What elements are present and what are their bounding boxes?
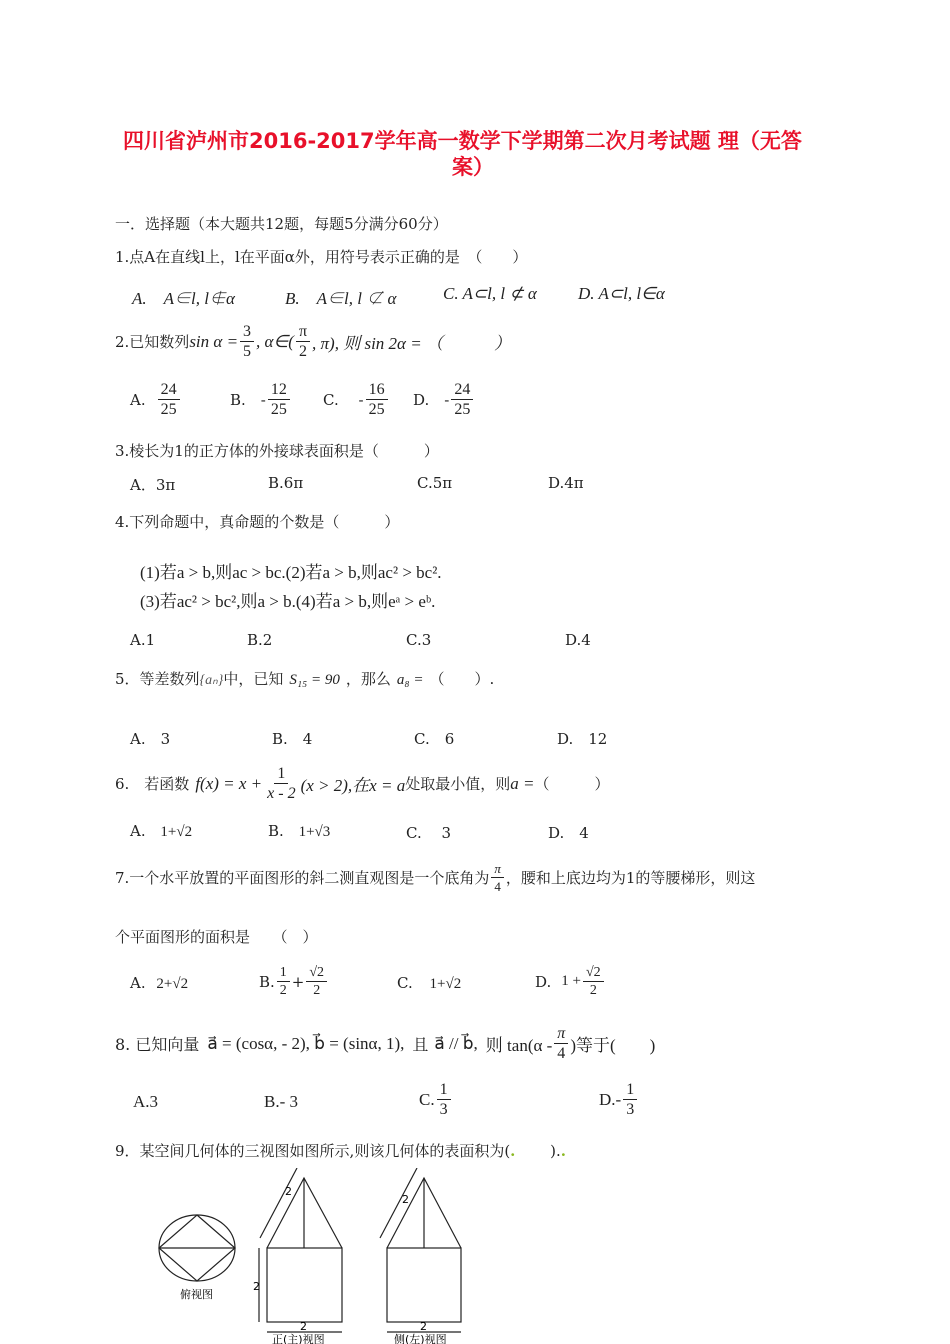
q6-frac-num: 1 xyxy=(274,764,288,784)
q4-option-b: B.2 xyxy=(247,631,273,649)
front-height-dim: 2 xyxy=(253,1280,260,1293)
q1-option-c: C. A⊂l, l ⊄ α xyxy=(443,284,537,303)
q8-mid: 且 xyxy=(412,1035,429,1054)
q2-a-label: A. xyxy=(130,390,146,409)
q2-c-num: 16 xyxy=(366,380,388,400)
q7-b-label: B. xyxy=(259,972,275,991)
q5-option-a: A. 3 xyxy=(130,730,171,748)
q6-b-value: 1+√3 xyxy=(298,824,331,840)
q8-stem xyxy=(115,1024,655,1063)
q7-option-d xyxy=(535,964,606,999)
q2-frac2-num: π xyxy=(296,322,310,342)
q3-option-a: A．3π xyxy=(130,476,176,494)
q8-d-num: 1 xyxy=(623,1080,637,1100)
q2-b-frac xyxy=(268,380,290,419)
q8-c-num: 1 xyxy=(437,1080,451,1100)
q2-a-frac xyxy=(158,380,180,419)
front-slant-dim: 2 xyxy=(285,1185,292,1198)
q5-suffix: （ ）. xyxy=(429,670,495,688)
page-title-line2: 案） xyxy=(452,155,494,179)
q7-frac-num: π xyxy=(491,860,504,878)
q6-option-d: D. 4 xyxy=(548,824,589,842)
q8-option-c xyxy=(419,1080,453,1119)
q8-parallel: a⃗ // b⃗, xyxy=(434,1033,478,1053)
q8-then: 则 tan(α - xyxy=(485,1036,553,1055)
q8-frac-num: π xyxy=(554,1024,568,1044)
q8-d-frac xyxy=(623,1080,637,1119)
q8-c-den: 3 xyxy=(439,1101,448,1118)
q2-prefix: 2.已知数列 xyxy=(115,333,190,351)
q2-b-den: 25 xyxy=(270,401,287,418)
q4-line1: (1)若a > b,则ac > bc.(2)若a > b,则ac² > bc². xyxy=(140,563,442,582)
top-view-label: 俯视图 xyxy=(180,1288,213,1301)
q6-suffix: 处取最小值，则 xyxy=(405,775,511,793)
q2-c-frac xyxy=(366,380,388,419)
q5-prefix: 5．等差数列 xyxy=(115,670,200,688)
q2-c-den: 25 xyxy=(368,401,385,418)
side-view xyxy=(380,1168,461,1332)
q7-a-value: 2+√2 xyxy=(156,976,189,992)
q2-option-c xyxy=(323,380,390,419)
q2-b-label: B. - xyxy=(230,391,266,409)
q2-frac-pi-2 xyxy=(296,322,310,361)
q4-option-d: D.4 xyxy=(565,631,591,649)
q1-option-b: B. A∈l, l ⊄ α xyxy=(285,289,397,308)
q7-stem1: 7.一个水平放置的平面图形的斜二测直观图是一个底角为 xyxy=(115,869,490,887)
front-view-label: 正(主)视图 xyxy=(272,1333,325,1344)
q8-option-d xyxy=(599,1080,639,1119)
q6-frac-den: x - 2 xyxy=(267,785,296,802)
q7-c-value: 1+√2 xyxy=(429,976,462,992)
front-view xyxy=(259,1168,342,1332)
q2-mid: , α∈( xyxy=(256,331,294,351)
q6-stem xyxy=(115,764,609,803)
q5-option-d: D. 12 xyxy=(557,730,608,748)
q7-stem-line2: 个平面图形的面积是 （ ） xyxy=(115,928,318,946)
q7-b-den1: 2 xyxy=(279,983,287,998)
side-slant-dim: 2 xyxy=(402,1193,409,1206)
q2-frac-3-5 xyxy=(240,322,254,361)
q8-option-a: A.3 xyxy=(133,1092,159,1111)
q6-prefix: 6. 若函数 xyxy=(115,775,190,793)
q7-b-frac2 xyxy=(306,964,327,999)
q2-option-b xyxy=(230,380,292,419)
q7-stem-line1 xyxy=(115,860,755,895)
q7-b-den2: 2 xyxy=(313,983,321,998)
q8-frac xyxy=(554,1024,568,1063)
q9-stem xyxy=(115,1140,566,1161)
q2-frac-den: 5 xyxy=(243,343,252,360)
q5-seq: {aₙ} xyxy=(199,673,224,688)
q8-option-b: B.- 3 xyxy=(264,1092,298,1111)
q6-frac xyxy=(264,764,298,803)
q2-option-a xyxy=(130,380,182,419)
side-view-label: 侧(左)视图 xyxy=(394,1333,447,1344)
q7-b-plus: + xyxy=(291,972,305,991)
q3-stem: 3.棱长为1的正方体的外接球表面积是（ ） xyxy=(115,442,439,460)
q5-option-b: B. 4 xyxy=(272,730,313,748)
q4-line2: (3)若ac² > bc²,则a > b.(4)若a > b,则eᵃ > eᵇ. xyxy=(140,592,436,611)
q7-c-label: C. xyxy=(397,974,413,992)
q9-stem-text: 9．某空间几何体的三视图如图所示,则该几何体的表面积为( xyxy=(115,1142,511,1160)
q8-prefix: 8. 已知向量 xyxy=(115,1035,200,1054)
q4-stem: 4.下列命题中，真命题的个数是（ ） xyxy=(115,513,400,531)
q8-c-label: C. xyxy=(419,1089,435,1109)
side-width-dim: 2 xyxy=(420,1320,427,1333)
q8-frac-den: 4 xyxy=(557,1045,566,1062)
q7-d-den: 2 xyxy=(589,983,597,998)
q5-mid2: ，那么 xyxy=(345,670,391,688)
q9-dot: . xyxy=(510,1142,516,1160)
q6-fx: f(x) = x + xyxy=(195,773,263,793)
q2-stem xyxy=(115,322,511,361)
q2-a-den: 25 xyxy=(160,401,177,418)
q9-dot-2: . xyxy=(560,1142,567,1160)
q2-sin: sin α = xyxy=(189,331,239,351)
q8-d-den: 3 xyxy=(626,1101,635,1118)
q2-b-num: 12 xyxy=(268,380,290,400)
q7-frac xyxy=(491,860,504,895)
q3-option-d: D.4π xyxy=(548,474,584,492)
q8-c-frac xyxy=(437,1080,451,1119)
section-header: 一．选择题（本大题共12题，每题5分满分60分） xyxy=(115,215,448,233)
q1-option-a: A. A∈l, l∉α xyxy=(132,289,235,308)
q6-aeq: a = xyxy=(510,773,535,793)
q7-d-plus: 1 + xyxy=(561,973,581,989)
q7-d-label: D. xyxy=(535,972,552,991)
q7-a-label: A. xyxy=(130,974,146,992)
q7-option-a xyxy=(130,974,188,993)
q7-frac-den: 4 xyxy=(494,879,501,894)
q5-mid1: 中，已知 xyxy=(223,670,284,688)
q2-d-label: D. - xyxy=(413,391,450,409)
q4-option-a: A.1 xyxy=(130,631,156,649)
q2-option-d xyxy=(413,380,475,419)
q2-frac2-den: 2 xyxy=(298,343,307,360)
q6-cond: (x > 2),在x = a xyxy=(300,776,406,795)
three-views-figure xyxy=(150,1168,480,1344)
q7-d-num: √2 xyxy=(583,964,604,982)
front-width-dim: 2 xyxy=(300,1320,307,1333)
q8-vectors: a⃗ = (cosα, - 2), b⃗ = (sinα, 1), xyxy=(207,1033,405,1053)
q5-option-c: C. 6 xyxy=(414,730,455,748)
q7-option-c xyxy=(397,974,461,993)
q7-d-frac xyxy=(583,964,604,999)
q7-option-b xyxy=(259,964,329,999)
q5-stem xyxy=(115,668,494,689)
q2-c-label: C. - xyxy=(323,391,364,409)
q7-b-num1: 1 xyxy=(277,964,290,982)
q6-option-b xyxy=(268,822,330,841)
q4-option-c: C.3 xyxy=(406,631,432,649)
q2-a-num: 24 xyxy=(158,380,180,400)
q2-d-den: 25 xyxy=(454,401,471,418)
q5-a8: a₈ = xyxy=(396,672,424,688)
q2-suffix: , π), 则 sin 2α = （ ） xyxy=(312,334,511,353)
q2-d-num: 24 xyxy=(451,380,473,400)
q6-option-a xyxy=(130,822,192,841)
q2-frac-num: 3 xyxy=(240,322,254,342)
q8-d-label: D.- xyxy=(599,1089,622,1109)
q1-option-d: D. A⊂l, l∈α xyxy=(578,284,665,303)
page-title-line1: 四川省泸州市2016-2017学年高一数学下学期第二次月考试题 理（无答 xyxy=(123,129,802,153)
q5-s15: S₁₅ = 90 xyxy=(289,672,340,688)
q6-paren: （ ） xyxy=(534,775,610,793)
q6-option-c: C. 3 xyxy=(406,824,452,842)
q7-b-frac1 xyxy=(277,964,290,999)
q7-stem2: ，腰和上底边均为1的等腰梯形，则这 xyxy=(505,869,756,887)
q8-suffix: )等于( ) xyxy=(570,1036,656,1055)
q3-option-b: B.6π xyxy=(268,474,304,492)
q7-b-num2: √2 xyxy=(306,964,327,982)
q6-b-label: B. xyxy=(268,822,284,840)
q1-stem: 1.点A在直线l上，l在平面α外，用符号表示正确的是 （ ） xyxy=(115,248,528,266)
top-view xyxy=(159,1215,235,1281)
q3-option-c: C.5π xyxy=(417,474,453,492)
q2-d-frac xyxy=(451,380,473,419)
q9-stem-end: ). xyxy=(515,1142,561,1160)
q6-a-label: A. xyxy=(130,822,146,840)
q6-a-value: 1+√2 xyxy=(160,824,193,840)
